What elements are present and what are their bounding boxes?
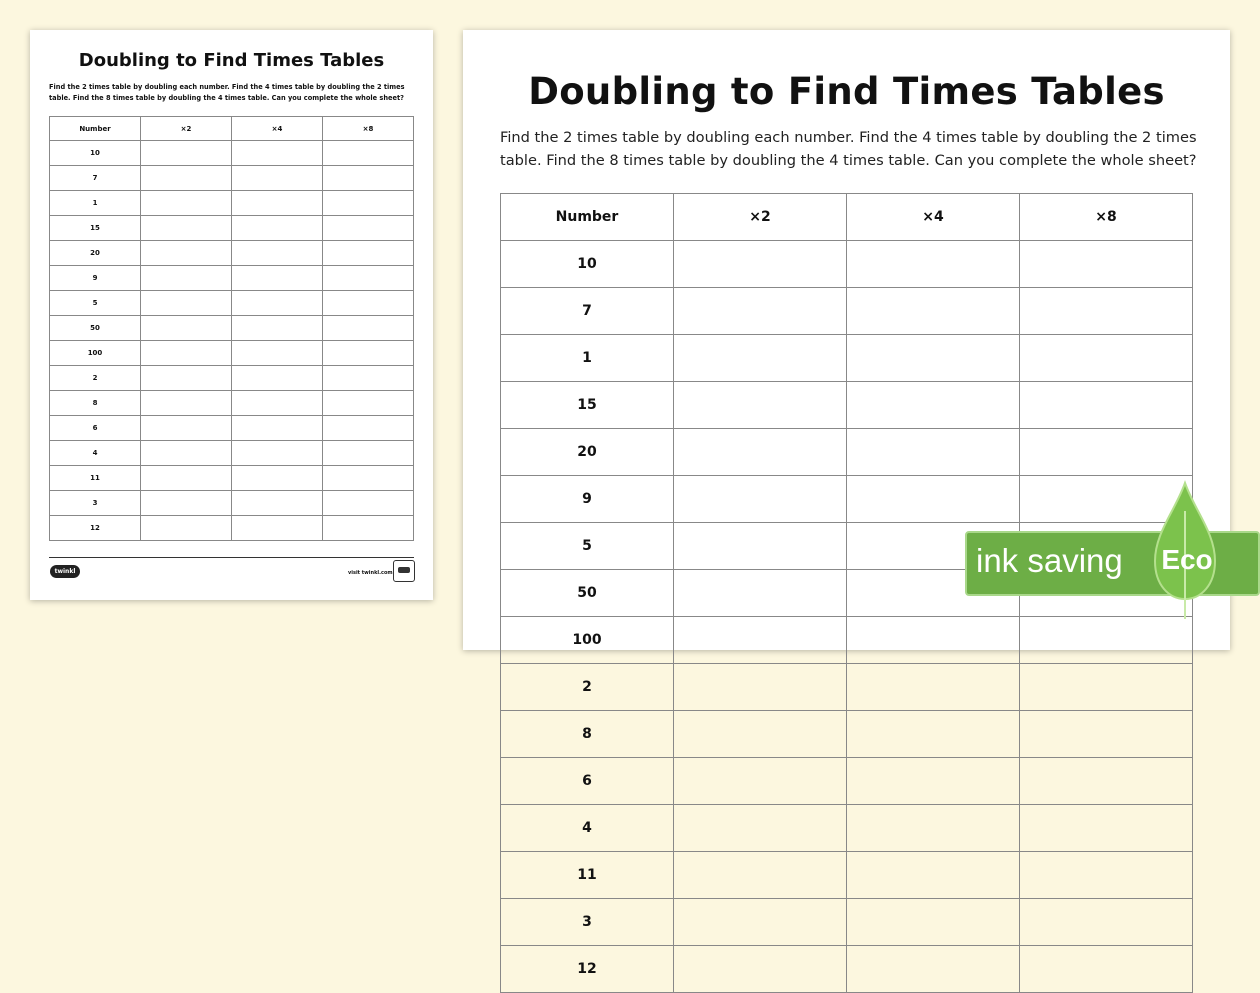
number-cell: 50 <box>50 316 141 341</box>
answer-cell <box>1020 711 1193 758</box>
number-cell: 50 <box>501 570 674 617</box>
column-header-number: Number <box>50 117 141 141</box>
answer-cell <box>141 216 232 241</box>
answer-cell <box>141 141 232 166</box>
number-cell: 2 <box>501 664 674 711</box>
answer-cell <box>232 441 323 466</box>
table-row <box>501 664 1193 711</box>
answer-cell <box>323 416 414 441</box>
answer-cell <box>323 441 414 466</box>
column-header-x4: ×4 <box>232 117 323 141</box>
answer-cell <box>1020 617 1193 664</box>
number-cell: 20 <box>501 429 674 476</box>
answer-cell <box>232 491 323 516</box>
page-title-large: Doubling to Find Times Tables <box>528 70 1165 113</box>
column-header-x8: ×8 <box>1020 194 1193 241</box>
answer-cell <box>674 570 847 617</box>
answer-cell <box>847 946 1020 993</box>
number-cell: 5 <box>50 291 141 316</box>
answer-cell <box>232 241 323 266</box>
ink-saving-label: ink saving <box>976 542 1123 579</box>
answer-cell <box>232 141 323 166</box>
answer-cell <box>674 711 847 758</box>
answer-cell <box>232 291 323 316</box>
table-row <box>501 946 1193 993</box>
answer-cell <box>674 758 847 805</box>
page-title: Doubling to Find Times Tables <box>78 50 385 71</box>
table-row <box>50 241 414 266</box>
answer-cell <box>141 316 232 341</box>
number-cell: 100 <box>501 617 674 664</box>
number-cell: 9 <box>501 476 674 523</box>
printer-badge-icon <box>393 560 415 582</box>
table-row <box>50 316 414 341</box>
table-row <box>50 366 414 391</box>
answer-cell <box>232 316 323 341</box>
table-row <box>50 141 414 166</box>
answer-cell <box>323 316 414 341</box>
answer-cell <box>232 366 323 391</box>
answer-cell <box>674 382 847 429</box>
answer-cell <box>1020 946 1193 993</box>
number-cell: 15 <box>50 216 141 241</box>
number-cell: 15 <box>501 382 674 429</box>
table-header-row <box>50 117 414 141</box>
table-row <box>501 711 1193 758</box>
number-cell: 6 <box>50 416 141 441</box>
answer-cell <box>674 852 847 899</box>
answer-cell <box>232 216 323 241</box>
answer-cell <box>141 366 232 391</box>
number-cell: 12 <box>501 946 674 993</box>
answer-cell <box>674 476 847 523</box>
table-row <box>50 466 414 491</box>
answer-cell <box>323 141 414 166</box>
answer-cell <box>847 335 1020 382</box>
answer-cell <box>847 288 1020 335</box>
answer-cell <box>847 382 1020 429</box>
number-cell: 11 <box>50 466 141 491</box>
answer-cell <box>323 241 414 266</box>
answer-cell <box>232 266 323 291</box>
answer-cell <box>674 899 847 946</box>
instructions-large: Find the 2 times table by doubling each number. Find the 4 times table by doubling the 2 times table. Find the 8 times table by doubling the 4 times table. Can you complete the whole sheet? <box>500 129 1197 169</box>
table-row <box>501 335 1193 382</box>
table-row <box>50 391 414 416</box>
answer-cell <box>323 191 414 216</box>
number-cell: 10 <box>50 141 141 166</box>
number-cell: 7 <box>50 166 141 191</box>
number-cell: 1 <box>50 191 141 216</box>
number-cell: 2 <box>50 366 141 391</box>
answer-cell <box>847 805 1020 852</box>
number-cell: 7 <box>501 288 674 335</box>
number-cell: 6 <box>501 758 674 805</box>
number-cell: 100 <box>50 341 141 366</box>
answer-cell <box>1020 288 1193 335</box>
table-row <box>50 341 414 366</box>
answer-cell <box>847 476 1020 523</box>
answer-cell <box>847 429 1020 476</box>
answer-cell <box>1020 429 1193 476</box>
answer-cell <box>674 288 847 335</box>
answer-cell <box>232 166 323 191</box>
answer-cell <box>323 291 414 316</box>
answer-cell <box>847 617 1020 664</box>
answer-cell <box>323 391 414 416</box>
answer-cell <box>674 664 847 711</box>
number-cell: 1 <box>501 335 674 382</box>
number-cell: 3 <box>50 491 141 516</box>
answer-cell <box>847 899 1020 946</box>
answer-cell <box>232 466 323 491</box>
footer-divider <box>49 557 414 558</box>
answer-cell <box>323 366 414 391</box>
answer-cell <box>323 466 414 491</box>
table-row <box>501 429 1193 476</box>
answer-cell <box>141 191 232 216</box>
table-row <box>50 191 414 216</box>
number-cell: 5 <box>501 523 674 570</box>
table-row <box>501 617 1193 664</box>
column-header-x2: ×2 <box>674 194 847 241</box>
answer-cell <box>323 516 414 541</box>
table-row <box>50 441 414 466</box>
answer-cell <box>141 516 232 541</box>
answer-cell <box>323 341 414 366</box>
number-cell: 8 <box>501 711 674 758</box>
twinkl-logo: twinkl <box>50 565 80 578</box>
table-row <box>501 805 1193 852</box>
answer-cell <box>1020 899 1193 946</box>
answer-cell <box>847 664 1020 711</box>
table-row <box>501 852 1193 899</box>
answer-cell <box>674 617 847 664</box>
table-row <box>501 758 1193 805</box>
instructions: Find the 2 times table by doubling each number. Find the 4 times table by doubling the 2 times table. Find the 8 times table by doubling the 4 times table. Can you complete the whole sheet? <box>49 83 405 102</box>
number-cell: 9 <box>50 266 141 291</box>
answer-cell <box>141 166 232 191</box>
table-row <box>501 382 1193 429</box>
number-cell: 12 <box>50 516 141 541</box>
number-cell: 8 <box>50 391 141 416</box>
answer-cell <box>232 391 323 416</box>
column-header-x2: ×2 <box>141 117 232 141</box>
number-cell: 10 <box>501 241 674 288</box>
answer-cell <box>232 191 323 216</box>
table-row <box>50 516 414 541</box>
table-row <box>501 288 1193 335</box>
table-row <box>50 166 414 191</box>
times-table-grid <box>49 116 414 541</box>
answer-cell <box>141 416 232 441</box>
answer-cell <box>674 241 847 288</box>
table-header-row <box>501 194 1193 241</box>
answer-cell <box>1020 241 1193 288</box>
table-row <box>50 491 414 516</box>
answer-cell <box>674 523 847 570</box>
column-header-x4: ×4 <box>847 194 1020 241</box>
number-cell: 3 <box>501 899 674 946</box>
answer-cell <box>141 491 232 516</box>
answer-cell <box>141 266 232 291</box>
answer-cell <box>1020 382 1193 429</box>
worksheet-thumbnail <box>30 30 433 600</box>
number-cell: 4 <box>50 441 141 466</box>
answer-cell <box>323 216 414 241</box>
answer-cell <box>323 266 414 291</box>
answer-cell <box>1020 664 1193 711</box>
table-row <box>501 476 1193 523</box>
answer-cell <box>141 341 232 366</box>
table-row <box>50 266 414 291</box>
answer-cell <box>323 491 414 516</box>
answer-cell <box>847 711 1020 758</box>
answer-cell <box>674 429 847 476</box>
answer-cell <box>232 416 323 441</box>
answer-cell <box>674 805 847 852</box>
answer-cell <box>323 166 414 191</box>
number-cell: 4 <box>501 805 674 852</box>
answer-cell <box>674 946 847 993</box>
table-row <box>50 416 414 441</box>
column-header-number: Number <box>501 194 674 241</box>
number-cell: 20 <box>50 241 141 266</box>
number-cell: 11 <box>501 852 674 899</box>
answer-cell <box>1020 758 1193 805</box>
column-header-x8: ×8 <box>323 117 414 141</box>
answer-cell <box>232 516 323 541</box>
answer-cell <box>1020 852 1193 899</box>
answer-cell <box>847 758 1020 805</box>
table-row <box>501 899 1193 946</box>
answer-cell <box>1020 805 1193 852</box>
answer-cell <box>141 466 232 491</box>
table-row <box>50 291 414 316</box>
answer-cell <box>141 441 232 466</box>
answer-cell <box>674 335 847 382</box>
answer-cell <box>141 241 232 266</box>
answer-cell <box>847 241 1020 288</box>
table-row <box>50 216 414 241</box>
eco-label: Eco <box>1161 544 1213 575</box>
answer-cell <box>232 341 323 366</box>
answer-cell <box>141 291 232 316</box>
answer-cell <box>847 852 1020 899</box>
answer-cell <box>1020 335 1193 382</box>
table-row <box>501 241 1193 288</box>
footer-url: visit twinkl.com <box>348 570 393 576</box>
answer-cell <box>141 391 232 416</box>
